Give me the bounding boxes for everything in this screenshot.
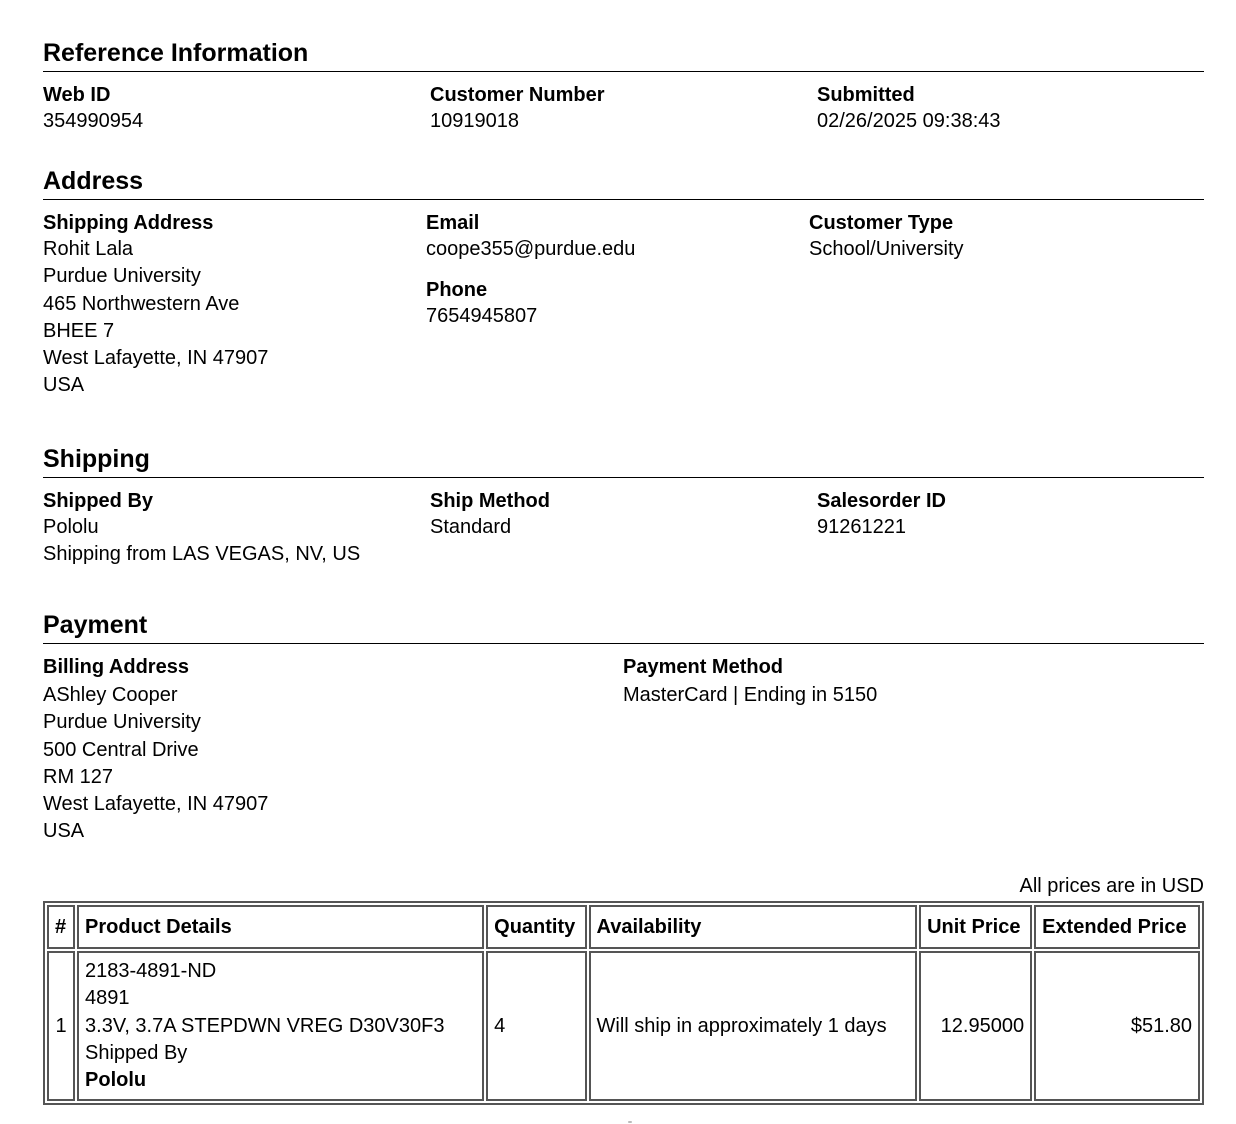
ship-method-label: Ship Method	[430, 490, 550, 512]
order-items-table	[43, 901, 1204, 1105]
web-id-value: 354990954	[43, 110, 144, 132]
shipped-by-label: Shipped By	[43, 490, 154, 512]
billing-address-line: USA	[43, 820, 85, 843]
shipping-address-value	[43, 236, 268, 400]
page-edge-mark	[628, 1121, 632, 1123]
shipping-address-line: USA	[43, 374, 85, 397]
shipping-section-title: Shipping	[43, 445, 150, 473]
billing-address-line: AShley Cooper	[43, 684, 178, 706]
reference-section-title: Reference Information	[43, 39, 309, 67]
phone-label: Phone	[426, 279, 488, 301]
shipped-by-value	[43, 514, 360, 569]
column-header-product-details: Product Details	[77, 905, 484, 949]
email-value: coope355@purdue.edu	[426, 238, 636, 260]
payment-divider	[43, 643, 1204, 644]
payment-section-title: Payment	[43, 611, 148, 639]
payment-method-value: MasterCard | Ending in 5150	[623, 684, 878, 706]
availability-cell: Will ship in approximately 1 days	[589, 951, 918, 1101]
currency-note: All prices are in USD	[1019, 875, 1204, 897]
web-id-label: Web ID	[43, 84, 111, 106]
phone-value: 7654945807	[426, 305, 538, 327]
payment-method-label: Payment Method	[623, 656, 784, 678]
shipping-address-label: Shipping Address	[43, 212, 214, 234]
billing-address-label: Billing Address	[43, 656, 189, 678]
billing-address-line: Purdue University	[43, 711, 201, 734]
customer-number-label: Customer Number	[430, 84, 605, 106]
shipping-address-line: Rohit Lala	[43, 238, 134, 260]
customer-type-value: School/University	[809, 238, 964, 260]
shipping-address-line: West Lafayette, IN 47907	[43, 347, 269, 370]
extended-price-cell: $51.80	[1034, 951, 1200, 1101]
email-label: Email	[426, 212, 480, 234]
product-details-cell	[77, 951, 484, 1101]
column-header-availability: Availability	[589, 905, 918, 949]
line-number: 1	[47, 951, 75, 1101]
address-divider	[43, 199, 1204, 200]
salesorder-id-value: 91261221	[817, 516, 906, 538]
shipped-by-line: Pololu	[43, 516, 99, 538]
shipping-address-line: BHEE 7	[43, 319, 115, 342]
billing-address-line: 500 Central Drive	[43, 738, 199, 761]
unit-price-cell: 12.95000	[919, 951, 1032, 1101]
column-header-number: #	[47, 905, 75, 949]
customer-type-label: Customer Type	[809, 212, 954, 234]
manufacturer-part-number: 4891	[85, 987, 130, 1010]
table-header-row	[47, 905, 1200, 949]
column-header-quantity: Quantity	[486, 905, 586, 949]
ship-method-value: Standard	[430, 516, 512, 538]
column-header-unit-price: Unit Price	[919, 905, 1032, 949]
customer-number-value: 10919018	[430, 110, 519, 132]
shipping-address-line: Purdue University	[43, 265, 201, 288]
quantity-cell: 4	[486, 951, 586, 1101]
shipping-divider	[43, 477, 1204, 478]
table-row	[47, 951, 1200, 1101]
billing-address-line: West Lafayette, IN 47907	[43, 793, 269, 816]
submitted-label: Submitted	[817, 84, 915, 106]
item-shipped-by-value: Pololu	[85, 1069, 147, 1092]
product-description: 3.3V, 3.7A STEPDWN VREG D30V30F3	[85, 1014, 445, 1037]
shipping-address-line: 465 Northwestern Ave	[43, 292, 240, 315]
address-section-title: Address	[43, 167, 144, 195]
billing-address-value	[43, 682, 268, 846]
billing-address-line: RM 127	[43, 765, 114, 788]
item-shipped-by-label: Shipped By	[85, 1041, 188, 1064]
salesorder-id-label: Salesorder ID	[817, 490, 946, 512]
reference-divider	[43, 71, 1204, 72]
shipped-by-line: Shipping from LAS VEGAS, NV, US	[43, 543, 361, 566]
submitted-value: 02/26/2025 09:38:43	[817, 110, 1001, 132]
column-header-extended-price: Extended Price	[1034, 905, 1200, 949]
part-number: 2183-4891-ND	[85, 960, 217, 982]
